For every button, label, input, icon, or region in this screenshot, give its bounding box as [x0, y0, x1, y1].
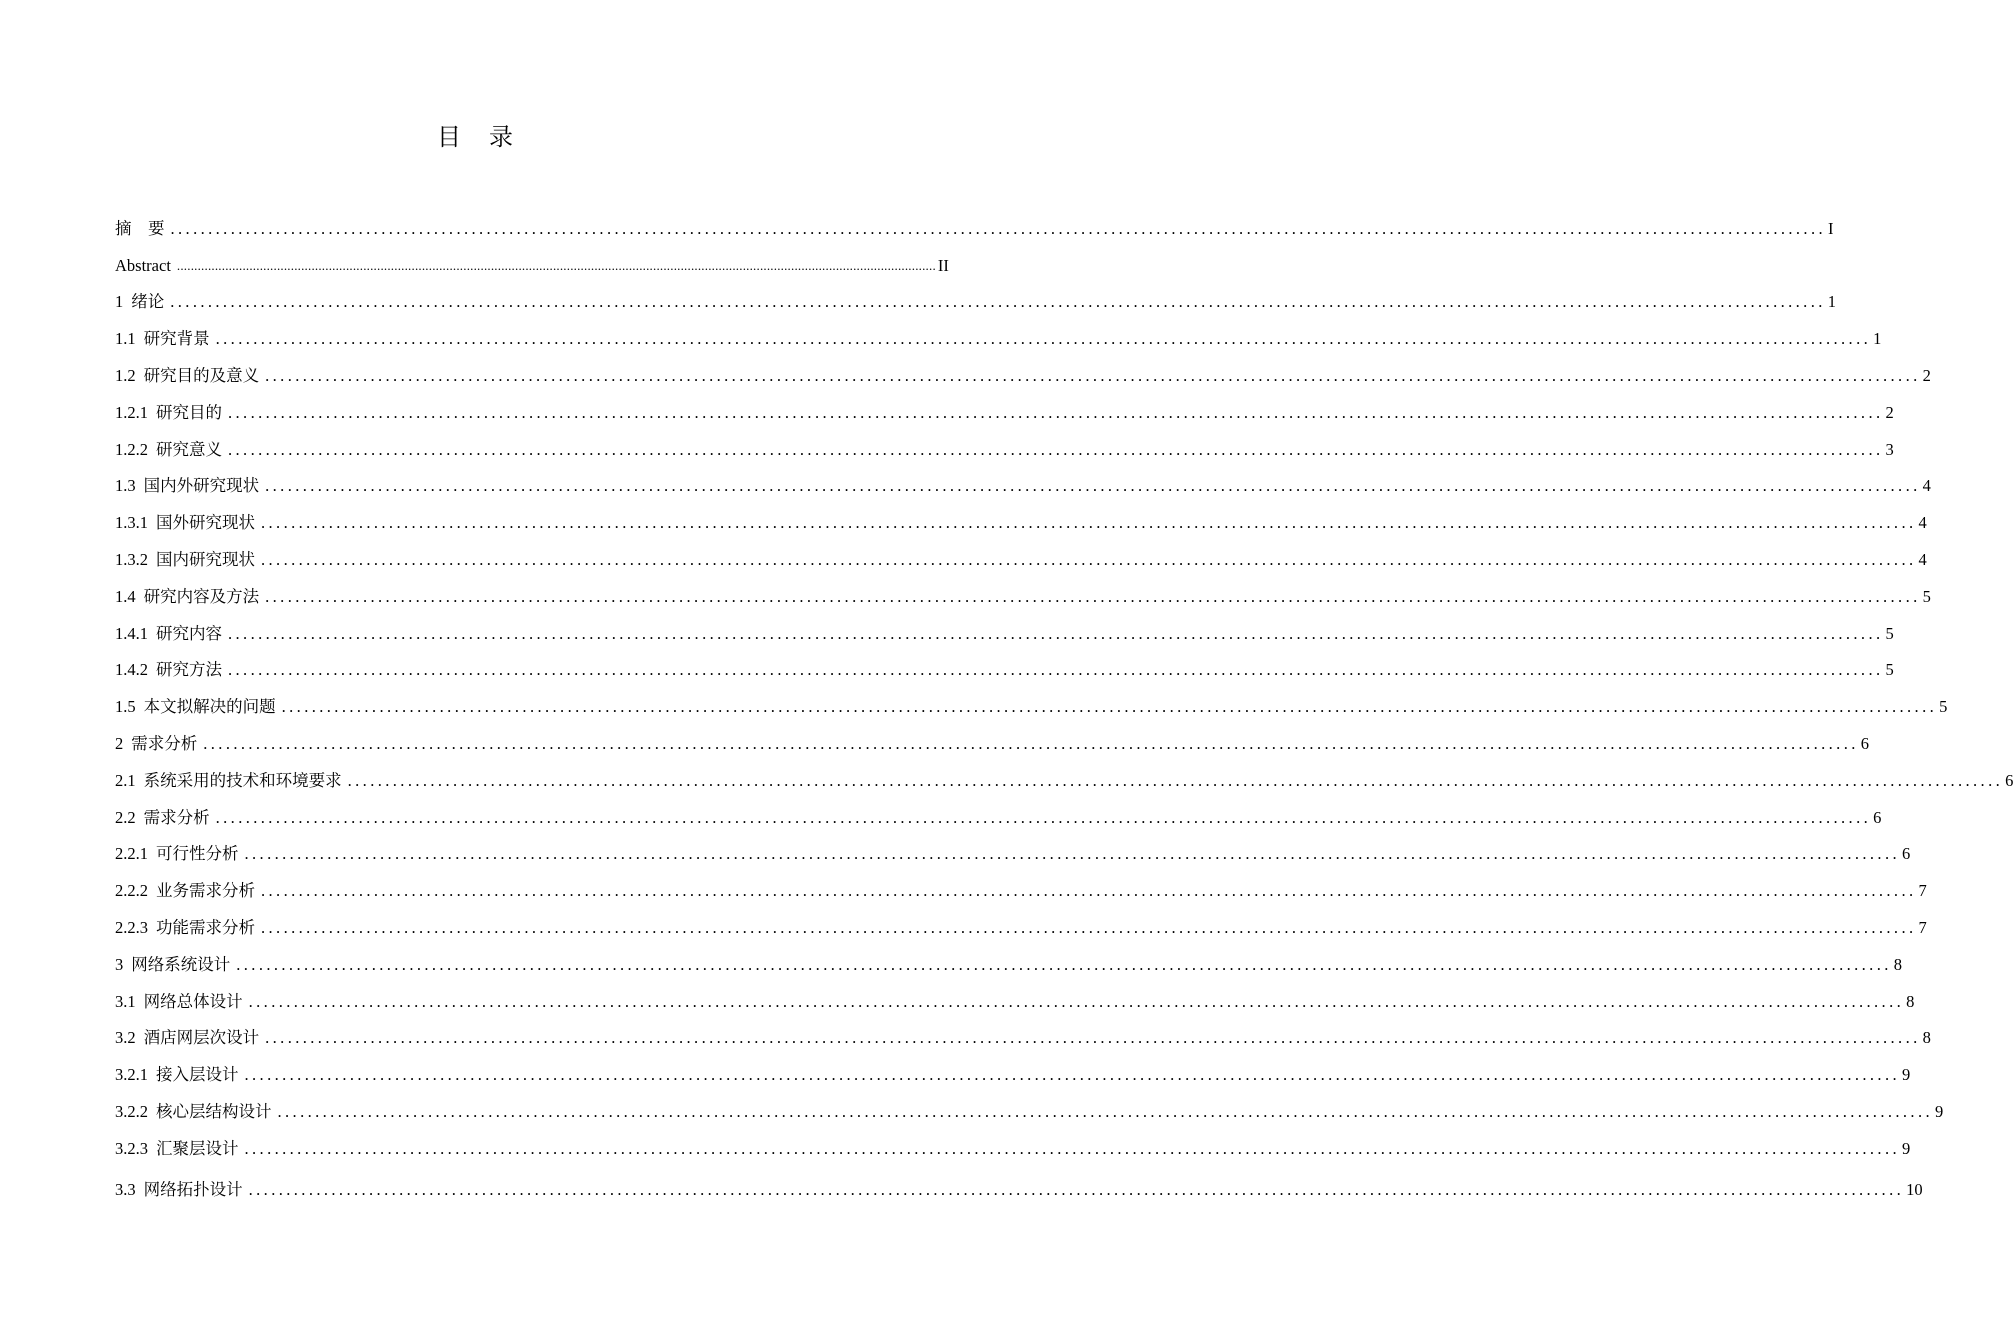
dot-leader: ............................................................................................................................................................................................................................: [244, 1065, 1900, 1085]
dot-leader: ............................................................................................................................................................................................................................: [277, 1101, 1933, 1121]
toc-entry[interactable]: [115, 1013, 1931, 1050]
toc-page-number: 6: [1902, 844, 1911, 864]
toc-page-number: 9: [1935, 1101, 1944, 1121]
dot-leader: ............................................................................................................................................................................................................................: [215, 807, 1872, 827]
toc-page-number: 5: [1939, 697, 1948, 717]
dot-leader: ............................................................................................................................................................................................................................: [261, 513, 1917, 533]
toc-page-number: 7: [1918, 881, 1927, 901]
toc-page-number: 6: [1873, 807, 1882, 827]
toc-entry-text: 核心层结构设计: [156, 1101, 272, 1121]
toc-entry[interactable]: [115, 387, 1894, 424]
toc-entry-number: 1.2: [115, 365, 136, 385]
toc-entry-text: 国内研究现状: [156, 549, 255, 569]
dot-leader: ............................................................................................................................................................................................................................: [228, 439, 1884, 459]
toc-page-number: 5: [1885, 660, 1894, 680]
toc-entry[interactable]: [115, 645, 1894, 682]
toc-page-number: 5: [1922, 586, 1931, 606]
dot-leader: ............................................................................................................................................................................................................................: [203, 733, 1859, 753]
toc-entry-text: 网络系统设计: [131, 954, 231, 974]
toc-entry-text: 绪论: [131, 292, 165, 312]
dot-leader: ............................................................................................................................................................................................................................: [215, 329, 1872, 349]
dot-leader: ............................................................................................................................................................................................................................: [265, 1028, 1921, 1048]
dot-leader: ............................................................................................................................................................................................................................: [228, 660, 1884, 680]
toc-entry[interactable]: [115, 681, 1948, 718]
toc-entry-text: 国内外研究现状: [143, 476, 260, 496]
title-char-1: 目: [437, 125, 461, 151]
toc-entry-number: 3.2.3: [115, 1138, 148, 1158]
toc-entry-text: 国外研究现状: [156, 513, 255, 533]
toc-entry-number: 2.1: [115, 770, 136, 790]
toc-entry[interactable]: [115, 203, 1834, 240]
toc-page-number: 1: [1827, 292, 1836, 312]
toc-entry[interactable]: [115, 792, 1882, 829]
toc-entry-text: 需求分析: [131, 733, 198, 753]
toc-entry-number: 2.2: [115, 807, 136, 827]
toc-page-number: 9: [1902, 1065, 1911, 1085]
dot-leader: ............................................................................................................................................................................................................................: [265, 476, 1921, 496]
toc-entry-text: 网络拓扑设计: [143, 1179, 243, 1199]
toc-entry[interactable]: [115, 424, 1894, 461]
toc-page-number: 4: [1918, 513, 1927, 533]
toc-entry[interactable]: [115, 1049, 1911, 1086]
toc-entry-text: 汇聚层设计: [156, 1138, 239, 1158]
toc-entry-number: 3.2: [115, 1028, 136, 1048]
toc-entry-number: 3.1: [115, 991, 136, 1011]
toc-entry-text: 系统采用的技术和环境要求: [143, 770, 342, 790]
toc-entry[interactable]: [115, 277, 1836, 314]
toc-entry-number: 1: [115, 292, 124, 312]
toc-page-number: 5: [1885, 623, 1894, 643]
toc-page-number: 10: [1906, 1179, 1923, 1199]
toc-entry-text: 酒店网层次设计: [143, 1028, 260, 1048]
toc-entry-number: 1.1: [115, 329, 136, 349]
toc-entry[interactable]: [115, 939, 1902, 976]
toc-page-number: 4: [1918, 549, 1927, 569]
dot-leader: ............................................................................................................................................................................................................................: [261, 917, 1917, 937]
toc-page-number: 6: [2005, 770, 2013, 790]
toc-entry-number: 1.3: [115, 476, 136, 496]
dot-leader: ............................................................................................................................................................................................................................: [244, 1138, 1900, 1158]
toc-entry-number: 1.2.2: [115, 439, 148, 459]
page-title: [0, 122, 950, 154]
toc-entry[interactable]: [115, 608, 1894, 645]
toc-entry[interactable]: [115, 755, 2013, 792]
toc-entry[interactable]: [115, 313, 1882, 350]
toc-entry-text: 研究意义: [156, 439, 222, 459]
toc-entry-text: 接入层设计: [156, 1065, 239, 1085]
toc-entry-number: 3.2.2: [115, 1101, 148, 1121]
title-char-2: 录: [489, 125, 513, 151]
toc-entry[interactable]: [115, 718, 1869, 755]
toc-entry-text: 本文拟解决的问题: [143, 697, 276, 717]
toc-entry[interactable]: [115, 1123, 1911, 1160]
toc-entry[interactable]: [115, 976, 1915, 1013]
toc-entry-number: 2: [115, 733, 124, 753]
toc-entry[interactable]: [115, 1160, 1923, 1201]
toc-page-number: 7: [1918, 917, 1927, 937]
toc-entry-number: 1.4: [115, 586, 136, 606]
toc-entry-text: Abstract: [115, 255, 171, 275]
dot-leader: ............................................................................................................................................................................................................................: [261, 549, 1917, 569]
toc-page-number: 3: [1885, 439, 1894, 459]
toc-page-number: 4: [1922, 476, 1931, 496]
toc-entry-number: 2.2.3: [115, 917, 148, 937]
toc-entry[interactable]: [115, 534, 1927, 571]
toc-entry[interactable]: [115, 1086, 1944, 1123]
toc-entry-text: 业务需求分析: [156, 881, 255, 901]
toc-page-number: II: [937, 255, 949, 275]
dot-leader: ............................................................................................................................................................................................................................: [281, 697, 1938, 717]
toc-page-number: 8: [1906, 991, 1915, 1011]
dot-leader: ............................................................................................................................................................................................................................: [248, 991, 1905, 1011]
toc-entry-number: 2.2.2: [115, 881, 148, 901]
toc-entry-text: 研究方法: [156, 660, 222, 680]
toc-entry-number: 1.3.1: [115, 513, 148, 533]
toc-entry-text: 研究目的: [156, 402, 222, 422]
toc-entry-text: 需求分析: [143, 807, 210, 827]
toc-entry-number: 3: [115, 954, 124, 974]
toc-entry-number: 1.5: [115, 697, 136, 717]
toc-entry-number: 1.3.2: [115, 549, 148, 569]
toc-entry-number: 1.4.2: [115, 660, 148, 680]
toc-page-number: 8: [1893, 954, 1902, 974]
dot-leader: ............................................................................................................................................................................................................................: [261, 881, 1917, 901]
toc-entry-number: 1.2.1: [115, 402, 148, 422]
toc-entry[interactable]: [115, 350, 1931, 387]
toc-entry-number: 3.2.1: [115, 1065, 148, 1085]
toc-page-number: 9: [1902, 1138, 1911, 1158]
toc-page-number: 2: [1922, 365, 1931, 385]
toc-entry-text: 摘 要: [115, 218, 165, 238]
toc-entry-text: 研究目的及意义: [143, 365, 260, 385]
table-of-contents: [115, 203, 2013, 1201]
dot-leader: ............................................................................................................................................................................................................................: [244, 844, 1900, 864]
toc-page-number: 8: [1922, 1028, 1931, 1048]
toc-entry-number: 1.4.1: [115, 623, 148, 643]
toc-entry-text: 研究内容: [156, 623, 222, 643]
toc-entry-number: 3.3: [115, 1179, 136, 1199]
dot-leader: ............................................................................................................................................................................................................................: [228, 402, 1884, 422]
toc-entry-text: 可行性分析: [156, 844, 239, 864]
dot-leader: ............................................................................................................................................................................................................................: [176, 257, 936, 273]
toc-entry[interactable]: [115, 865, 1927, 902]
toc-entry[interactable]: [115, 571, 1931, 608]
toc-entry-text: 研究背景: [143, 329, 210, 349]
toc-entry-number: 2.2.1: [115, 844, 148, 864]
dot-leader: ............................................................................................................................................................................................................................: [170, 292, 1826, 312]
toc-entry[interactable]: [115, 461, 1931, 498]
toc-page-number: 1: [1873, 329, 1882, 349]
toc-entry[interactable]: [115, 497, 1927, 534]
dot-leader: ............................................................................................................................................................................................................................: [248, 1179, 1905, 1199]
dot-leader: ............................................................................................................................................................................................................................: [170, 218, 1826, 238]
dot-leader: ............................................................................................................................................................................................................................: [265, 365, 1921, 385]
toc-entry[interactable]: [115, 240, 949, 277]
toc-page-number: 6: [1860, 733, 1869, 753]
dot-leader: ............................................................................................................................................................................................................................: [228, 623, 1884, 643]
toc-entry[interactable]: [115, 902, 1927, 939]
toc-entry-text: 功能需求分析: [156, 917, 255, 937]
toc-page-number: I: [1828, 218, 1834, 238]
dot-leader: ............................................................................................................................................................................................................................: [236, 954, 1892, 974]
dot-leader: ............................................................................................................................................................................................................................: [347, 770, 2004, 790]
toc-entry[interactable]: [115, 829, 1911, 866]
toc-page-number: 2: [1885, 402, 1894, 422]
dot-leader: ............................................................................................................................................................................................................................: [265, 586, 1921, 606]
toc-entry-text: 研究内容及方法: [143, 586, 260, 606]
toc-entry-text: 网络总体设计: [143, 991, 243, 1011]
